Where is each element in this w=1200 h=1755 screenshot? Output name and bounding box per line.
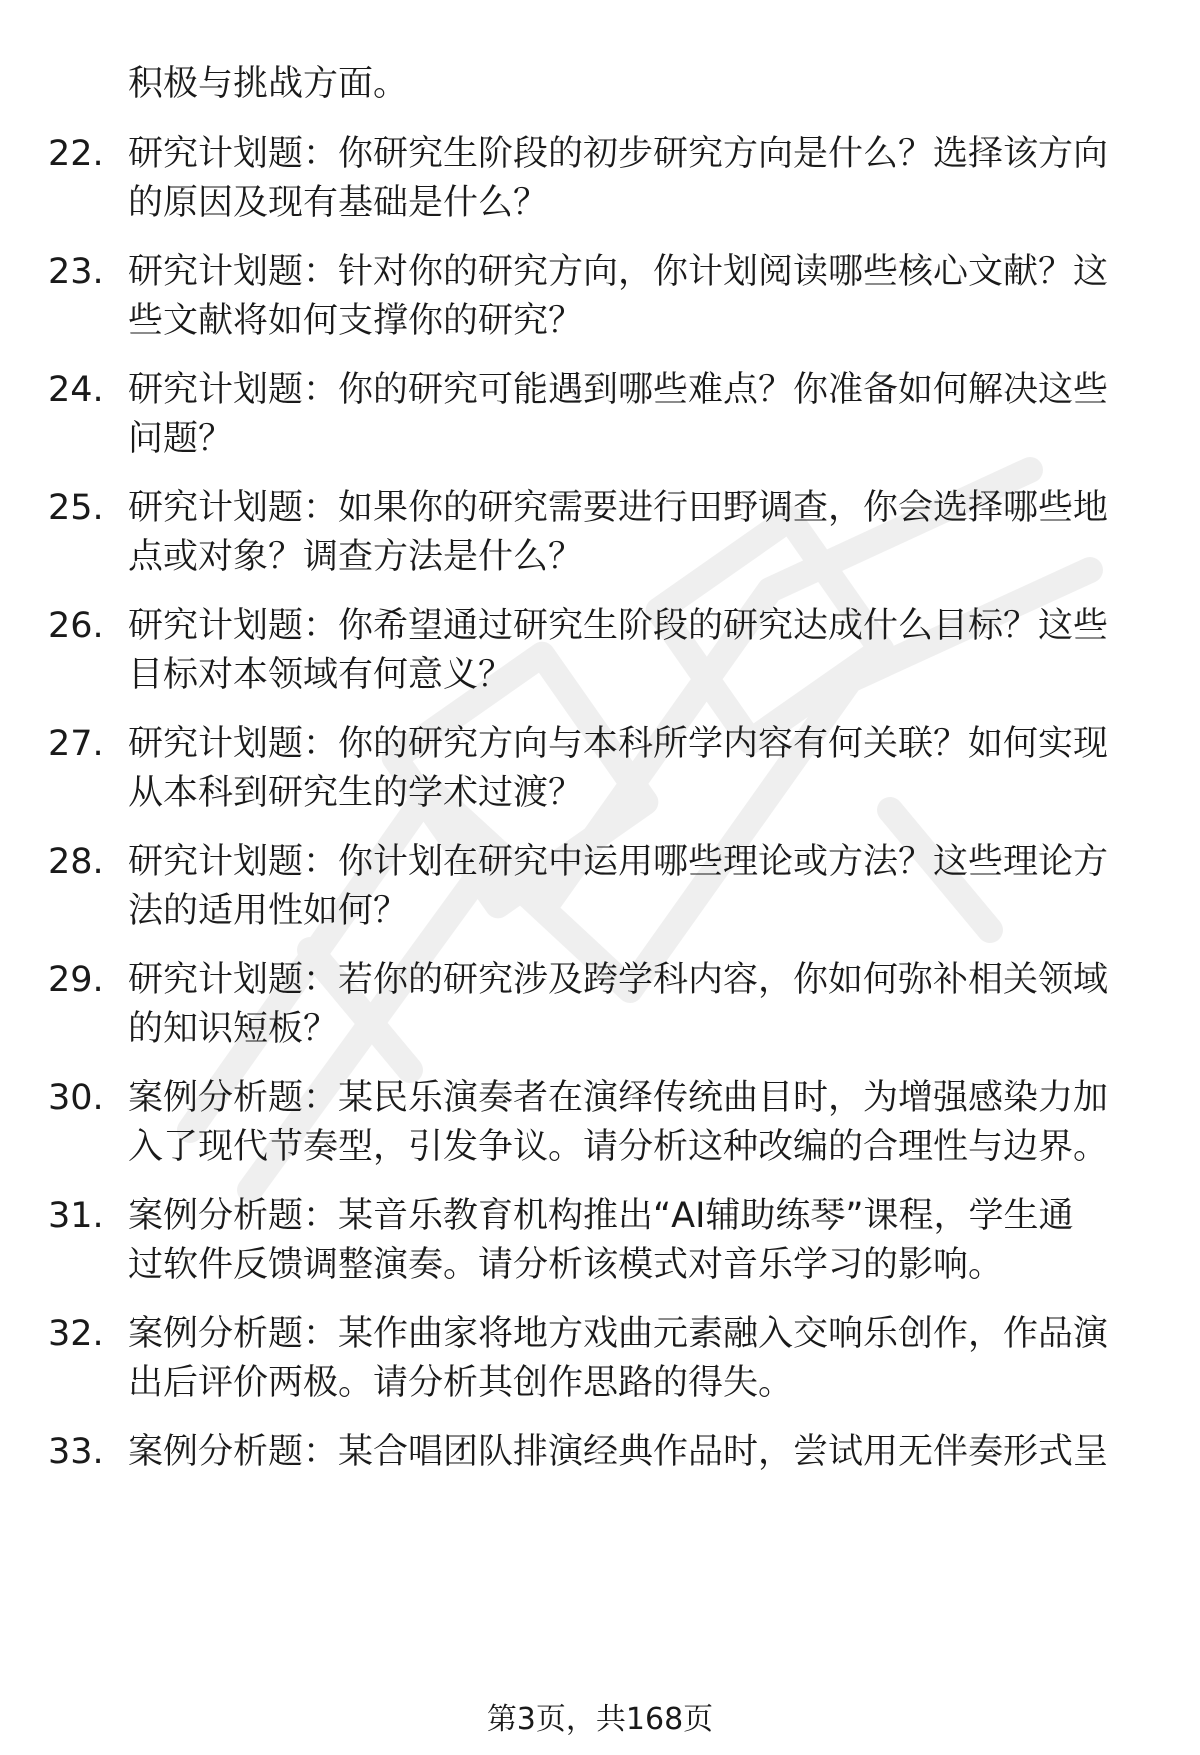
question-number: 24. (48, 370, 104, 410)
question-text-line1: 研究计划题：你的研究可能遇到哪些难点？你准备如何解决这些 (128, 370, 1109, 410)
question-number: 23. (48, 252, 104, 292)
question-number: 29. (48, 960, 104, 1000)
question-text-line2: 出后评价两极。请分析其创作思路的得失。 (128, 1363, 794, 1403)
question-text-line1: 研究计划题：若你的研究涉及跨学科内容，你如何弥补相关领域 (128, 960, 1109, 1000)
question-text-line1: 研究计划题：你研究生阶段的初步研究方向是什么？选择该方向 (128, 134, 1109, 174)
question-number: 26. (48, 606, 104, 646)
question-text-line2: 法的适用性如何？ (128, 891, 409, 931)
question-text-line1: 研究计划题：你的研究方向与本科所学内容有何关联？如何实现 (128, 724, 1109, 764)
question-text-line1: 研究计划题：如果你的研究需要进行田野调查，你会选择哪些地 (128, 488, 1109, 528)
question-text-line1: 案例分析题：某作曲家将地方戏曲元素融入交响乐创作，作品演 (128, 1314, 1109, 1354)
question-text-line1: 研究计划题：你计划在研究中运用哪些理论或方法？这些理论方 (128, 842, 1109, 882)
page-footer: 第3页，共168页 (486, 1702, 714, 1737)
question-text-line1: 研究计划题：你希望通过研究生阶段的研究达成什么目标？这些 (128, 606, 1109, 646)
question-text-line2: 的原因及现有基础是什么？ (128, 183, 549, 223)
question-number: 27. (48, 724, 104, 764)
question-text-line2: 问题？ (128, 419, 234, 459)
question-text-line2: 入了现代节奏型，引发争议。请分析这种改编的合理性与边界。 (128, 1127, 1109, 1167)
question-text-line2: 点或对象？调查方法是什么？ (128, 537, 584, 577)
question-text-line2: 过软件反馈调整演奏。请分析该模式对音乐学习的影响。 (128, 1245, 1004, 1285)
question-number: 32. (48, 1314, 104, 1354)
question-text-line1: 案例分析题：某音乐教育机构推出“AI辅助练琴”课程，学生通 (128, 1196, 1074, 1236)
question-text-line1: 案例分析题：某合唱团队排演经典作品时，尝试用无伴奏形式呈 (128, 1432, 1109, 1472)
question-number: 22. (48, 134, 104, 174)
question-number: 30. (48, 1078, 104, 1118)
question-text-line2: 目标对本领域有何意义？ (128, 655, 514, 695)
question-number: 33. (48, 1432, 104, 1472)
question-text-line1: 案例分析题：某民乐演奏者在演绎传统曲目时，为增强感染力加 (128, 1078, 1109, 1118)
question-text-line2: 些文献将如何支撑你的研究？ (128, 301, 584, 341)
question-number: 31. (48, 1196, 104, 1236)
question-number: 28. (48, 842, 104, 882)
question-number: 25. (48, 488, 104, 528)
question-text-line1: 研究计划题：针对你的研究方向，你计划阅读哪些核心文献？这 (128, 252, 1109, 292)
question-text-line2: 的知识短板？ (128, 1009, 339, 1049)
continuation-text: 积极与挑战方面。 (128, 64, 409, 104)
question-text-line2: 从本科到研究生的学术过渡？ (128, 773, 584, 813)
